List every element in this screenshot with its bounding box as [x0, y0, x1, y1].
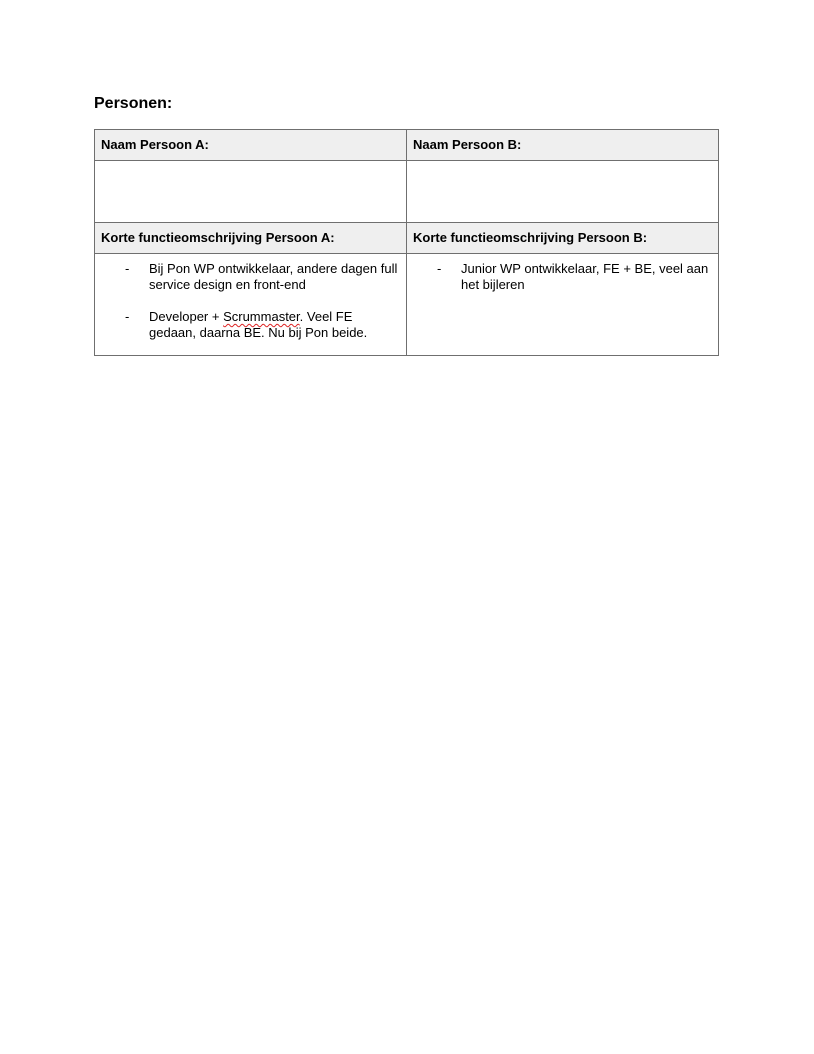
text-segment: . Veel FE gedaan, daarna BE. Nu bij Pon beide. [149, 309, 368, 340]
description-header-row [95, 223, 719, 254]
name-a-label: Naam Persoon A: [95, 130, 407, 161]
desc-a-list [101, 261, 400, 341]
name-header-row [95, 130, 719, 161]
desc-a-cell[interactable] [95, 254, 407, 356]
page-heading: Personen: [94, 95, 173, 112]
list-item-text: Junior WP ontwikkelaar, FE + BE, veel aan het bijleren [461, 261, 709, 292]
list-item [101, 261, 400, 293]
persons-table [94, 129, 719, 356]
dash-marker: - [437, 261, 442, 276]
desc-b-cell[interactable] [407, 254, 719, 356]
text-segment: Developer + [149, 309, 224, 324]
list-item [413, 261, 712, 293]
list-item-text [149, 309, 367, 340]
desc-a-label: Korte functieomschrijving Persoon A: [95, 223, 407, 254]
list-item-text: Bij Pon WP ontwikkelaar, andere dagen full service design en front-end [149, 261, 398, 292]
desc-b-list [413, 261, 712, 293]
name-b-label: Naam Persoon B: [407, 130, 719, 161]
misspelled-word[interactable]: Scrummaster [223, 309, 300, 324]
desc-b-label: Korte functieomschrijving Persoon B: [407, 223, 719, 254]
name-a-cell[interactable] [95, 161, 407, 223]
list-item [101, 309, 400, 341]
name-value-row [95, 161, 719, 223]
dash-marker: - [125, 309, 130, 324]
name-b-cell[interactable] [407, 161, 719, 223]
description-row [95, 254, 719, 356]
dash-marker: - [125, 261, 130, 276]
